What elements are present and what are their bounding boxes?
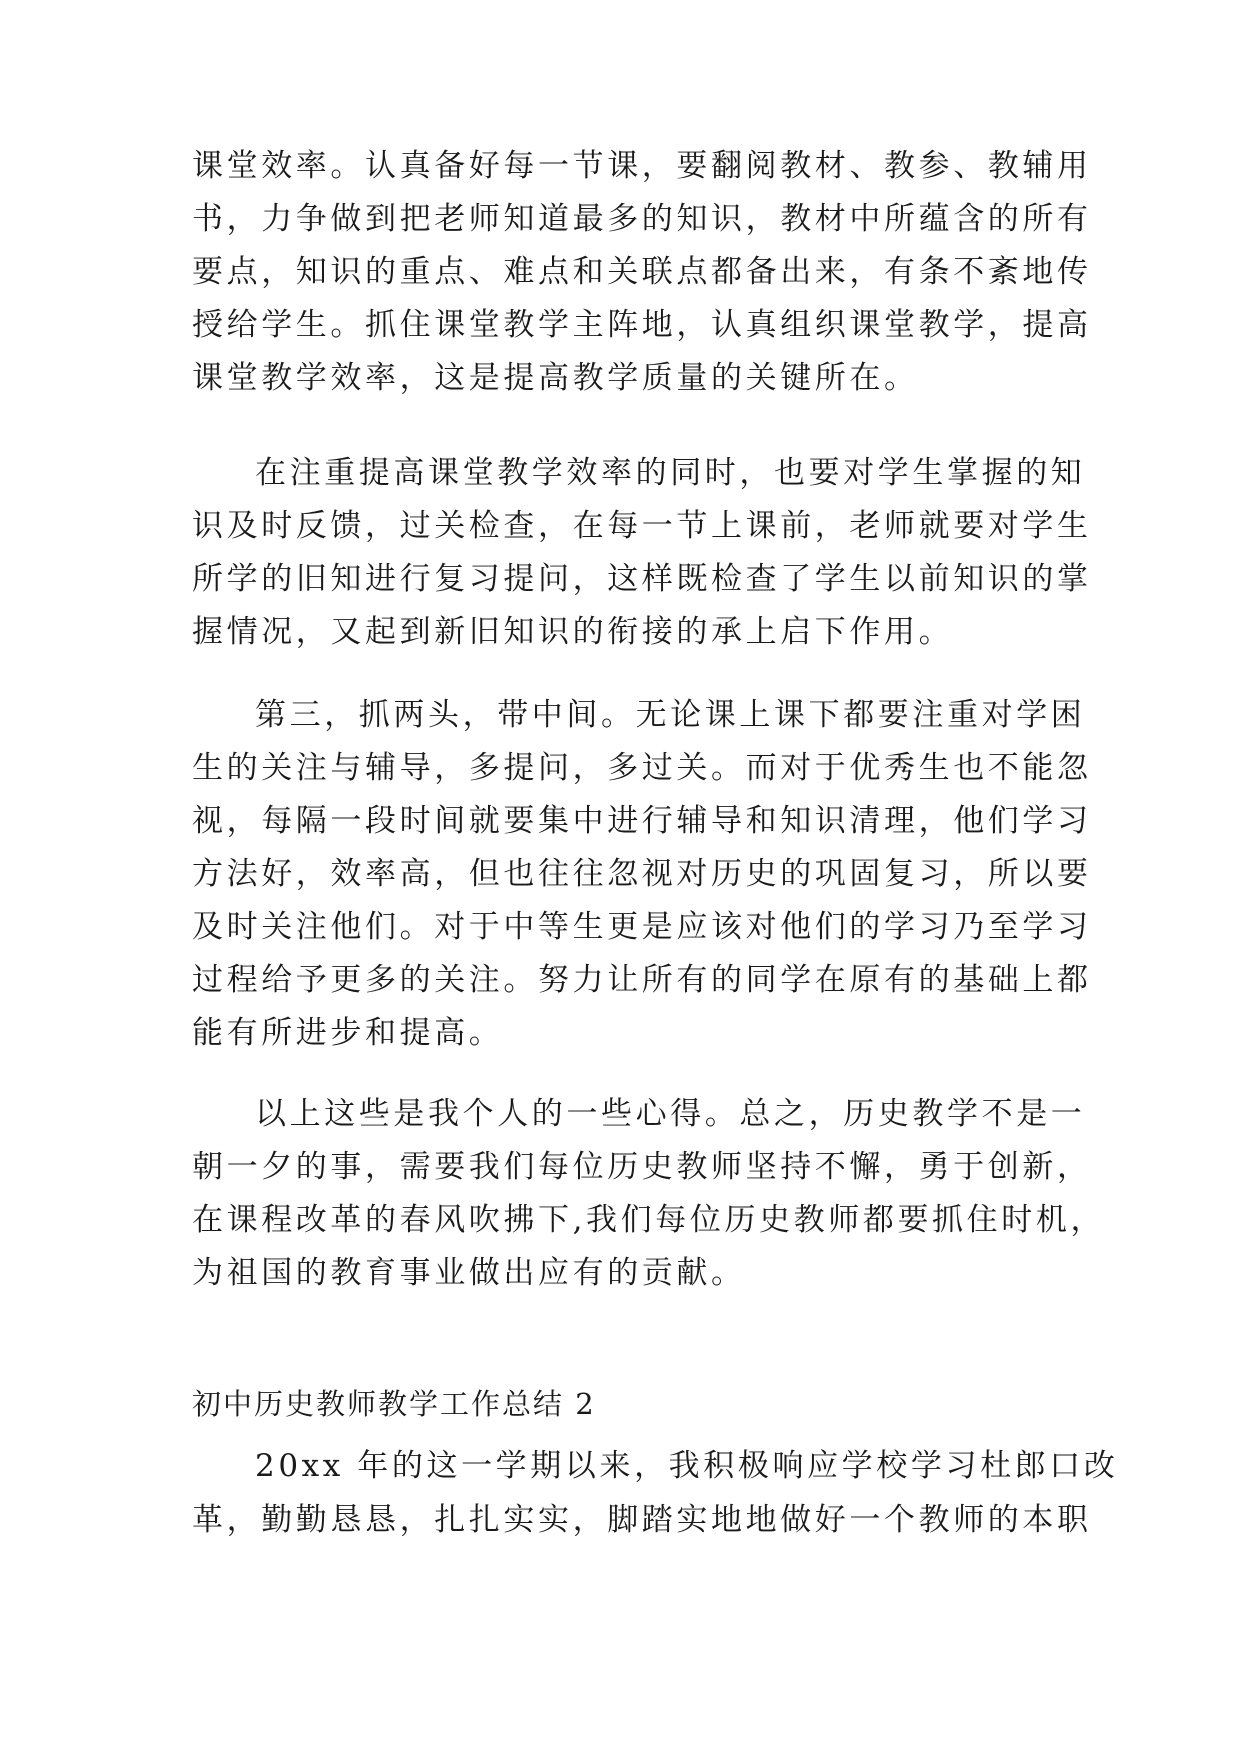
text-line: 课堂教学效率，这是提高教学质量的关键所在。 [192,360,919,396]
text-line: 在课程改革的春风吹拂下,我们每位历史教师都要抓住时机， [192,1202,1106,1238]
text-line: 授给学生。抓住课堂教学主阵地，认真组织课堂教学，提高 [192,307,1092,343]
text-line: 革，勤勤恳恳，扎扎实实，脚踏实地地做好一个教师的本职 [192,1502,1092,1538]
paragraph-first-line: 第三，抓两头，带中间。无论课上课下都要注重对学困 [255,697,1086,733]
text-line: 要点，知识的重点、难点和关联点都备出来，有条不紊地传 [192,254,1092,290]
text-line: 生的关注与辅导，多提问，多过关。而对于优秀生也不能忽 [192,750,1092,786]
text-line: 课堂效率。认真备好每一节课，要翻阅教材、教参、教辅用 [192,148,1092,184]
text-line: 所学的旧知进行复习提问，这样既检查了学生以前知识的掌 [192,561,1092,597]
text-line: 方法好，效率高，但也往往忽视对历史的巩固复习，所以要 [192,856,1092,892]
text-line: 过程给予更多的关注。努力让所有的同学在原有的基础上都 [192,962,1092,998]
paragraph-first-line: 以上这些是我个人的一些心得。总之，历史教学不是一 [255,1096,1086,1132]
text-line: 书，力争做到把老师知道最多的知识，教材中所蕴含的所有 [192,201,1092,237]
text-line: 识及时反馈，过关检查，在每一节上课前，老师就要对学生 [192,508,1092,544]
text-line: 及时关注他们。对于中等生更是应该对他们的学习乃至学习 [192,909,1092,945]
text-line: 视，每隔一段时间就要集中进行辅导和知识清理，他们学习 [192,803,1092,839]
text-line: 握情况，又起到新旧知识的衔接的承上启下作用。 [192,614,954,650]
section-heading: 初中历史教师教学工作总结 2 [192,1387,596,1421]
text-line: 能有所进步和提高。 [192,1015,504,1051]
text-line: 为祖国的教育事业做出应有的贡献。 [192,1255,746,1291]
paragraph-first-line: 20xx 年的这一学期以来，我积极响应学校学习杜郎口改 [255,1448,1119,1484]
paragraph-first-line: 在注重提高课堂教学效率的同时，也要对学生掌握的知 [255,455,1086,491]
text-line: 朝一夕的事，需要我们每位历史教师坚持不懈，勇于创新， [192,1149,1092,1185]
